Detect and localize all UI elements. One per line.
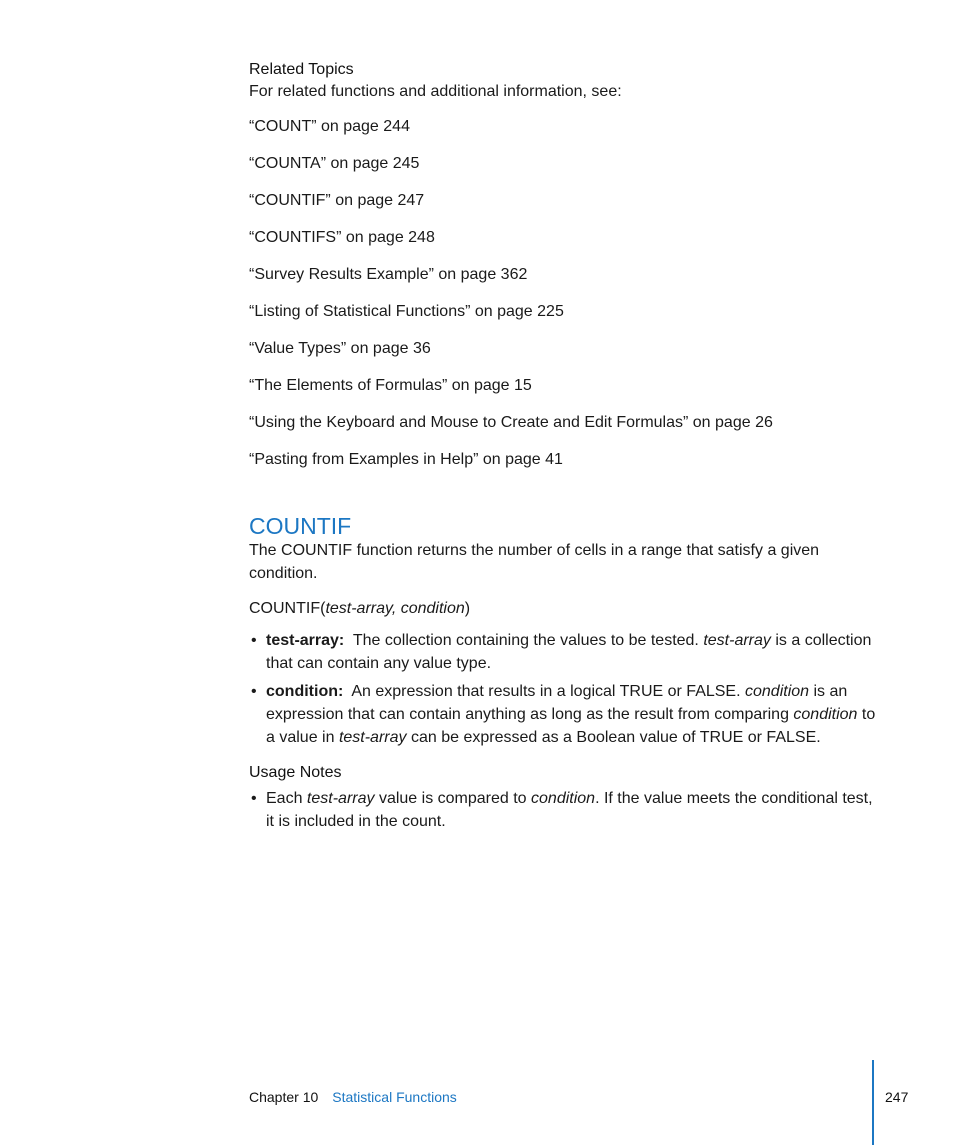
related-link[interactable]: “Survey Results Example” on page 362 — [249, 266, 528, 283]
parameter-item — [249, 680, 879, 749]
page-number: 247 — [885, 1089, 909, 1105]
related-topics-heading: Related Topics — [249, 61, 354, 78]
parameter-text: The collection containing the values to be tested. — [352, 632, 704, 649]
related-link[interactable]: “The Elements of Formulas” on page 15 — [249, 377, 532, 394]
related-link[interactable]: “COUNTIF” on page 247 — [249, 192, 425, 209]
parameter-italic: test-array — [338, 729, 407, 746]
related-link[interactable]: “Value Types” on page 36 — [249, 340, 431, 357]
parameter-text: An expression that results in a logical TRUE or FALSE. — [351, 683, 745, 700]
related-link[interactable]: “COUNT” on page 244 — [249, 118, 410, 135]
syntax-open-paren: ( — [320, 600, 326, 617]
usage-notes-heading: Usage Notes — [249, 764, 342, 781]
related-link[interactable]: “Pasting from Examples in Help” on page 41 — [249, 451, 563, 468]
bullet-icon: • — [251, 683, 257, 700]
usage-text: . If the value meets the conditional test, it is included in the count. — [266, 790, 873, 830]
usage-text: value is compared to — [374, 790, 532, 807]
related-links-list — [249, 117, 879, 470]
related-topics-intro: For related functions and additional information, see: — [249, 83, 622, 100]
parameter-text: to a value in — [266, 706, 876, 746]
related-link[interactable]: “Using the Keyboard and Mouse to Create and Edit Formulas” on page 26 — [249, 414, 773, 431]
usage-text: Each — [266, 790, 307, 807]
syntax-name: COUNTIF — [249, 600, 321, 617]
chapter-label: Chapter 10 — [249, 1089, 319, 1105]
parameter-italic: test-array — [703, 632, 771, 649]
parameter-term: test-array: — [266, 632, 345, 649]
page-content — [249, 60, 879, 838]
parameter-term: condition: — [266, 683, 344, 700]
footer-divider — [872, 1060, 874, 1145]
usage-note-item — [249, 787, 879, 833]
function-description: The COUNTIF function returns the number of cells in a range that satisfy a given condition. — [249, 542, 820, 582]
parameter-italic: condition — [745, 683, 810, 700]
parameter-list — [249, 629, 879, 749]
page-footer — [249, 1089, 457, 1105]
section-title: COUNTIF — [249, 513, 352, 539]
parameter-text: is a collection that can contain any value type. — [266, 632, 872, 672]
function-syntax — [249, 599, 879, 619]
usage-italic: test-array — [306, 790, 375, 807]
bullet-icon: • — [251, 632, 257, 649]
bullet-icon: • — [251, 790, 257, 807]
parameter-item — [249, 629, 879, 675]
usage-italic: condition — [531, 790, 596, 807]
related-link[interactable]: “COUNTIFS” on page 248 — [249, 229, 435, 246]
syntax-close-paren: ) — [464, 600, 471, 617]
parameter-text: can be expressed as a Boolean value of TRUE or FALSE. — [406, 729, 821, 746]
parameter-italic: condition — [793, 706, 858, 723]
related-link[interactable]: “COUNTA” on page 245 — [249, 155, 420, 172]
syntax-args: test-array, condition — [325, 600, 465, 617]
parameter-text: is an expression that can contain anything as long as the result from comparing — [266, 683, 848, 723]
related-link[interactable]: “Listing of Statistical Functions” on page 225 — [249, 303, 564, 320]
usage-notes-list — [249, 787, 879, 833]
chapter-title-link[interactable]: Statistical Functions — [332, 1089, 457, 1105]
